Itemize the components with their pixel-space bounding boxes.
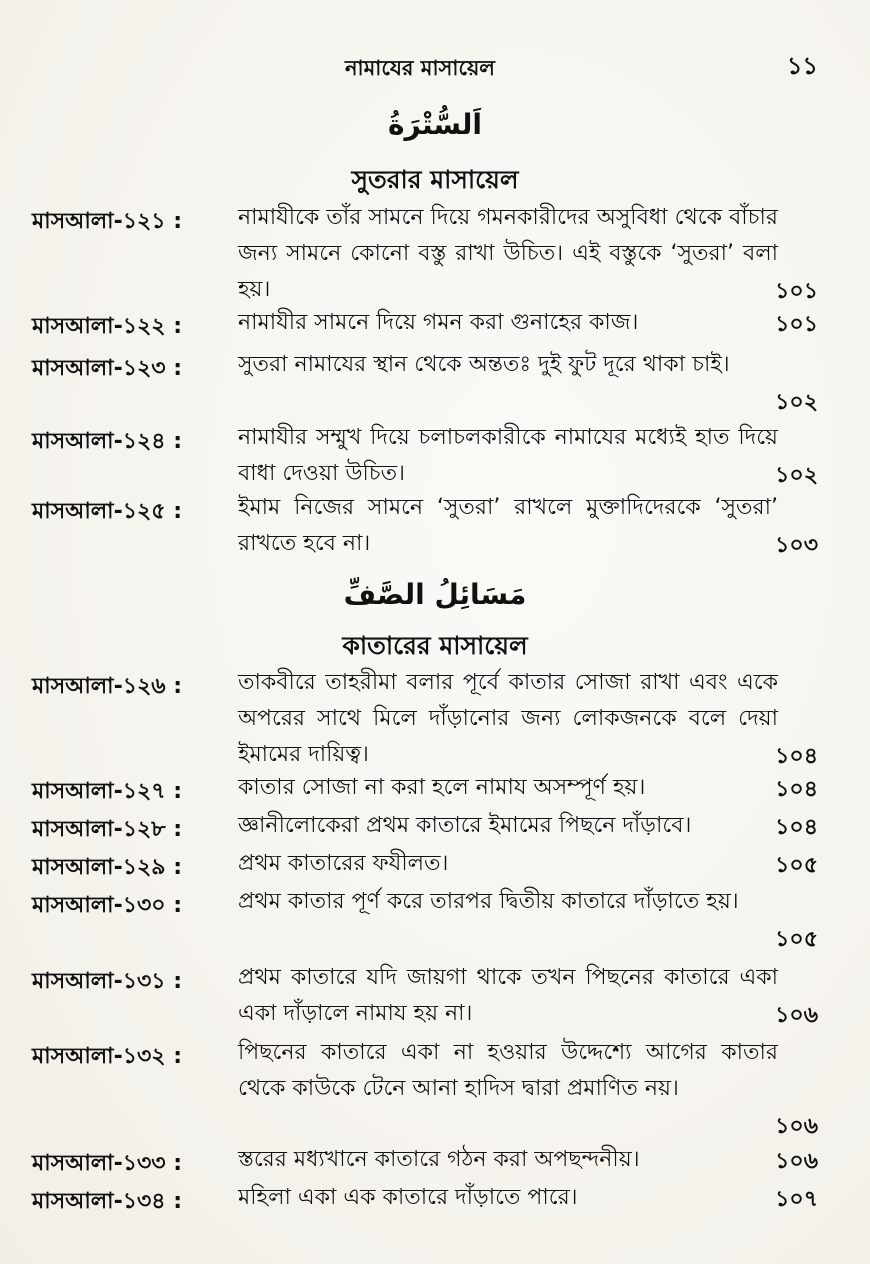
masala-label: মাসআলা-১২৬ : xyxy=(32,674,183,699)
page-ref: ১০২ xyxy=(775,463,818,488)
masala-text: কাতার সোজা না করা হলে নামায অসম্পূর্ণ হয়। xyxy=(238,775,646,800)
page-ref: ১০৪ xyxy=(775,777,818,802)
masala-label: মাসআলা-১২৪ : xyxy=(32,429,183,454)
page-ref: ১০৪ xyxy=(775,744,818,769)
masala-label: মাসআলা-১২১ : xyxy=(32,209,183,234)
masala-text: প্রথম কাতারের ফযীলত। xyxy=(238,851,449,876)
masala-text: পিছনের কাতারে একা না হওয়ার উদ্দেশ্যে আগের কাতার থেকে কাউকে টেনে আনা হাদিস দ্বারা প্রমাণিত নয়। xyxy=(238,1040,778,1101)
masala-text: স্তরের মধ্যখানে কাতারে গঠন করা অপছন্দনীয়। xyxy=(238,1147,640,1172)
masala-text: সুতরা নামাযের স্থান থেকে অন্ততঃ দুই ফুট দূরে থাকা চাই। xyxy=(238,352,730,377)
section-arabic-title: مَسَائِلُ الصَّفِّ xyxy=(343,578,527,611)
page-ref: ১০৬ xyxy=(775,1114,818,1139)
page-ref: ১০৫ xyxy=(775,927,818,952)
masala-label: মাসআলা-১৩৩ : xyxy=(32,1151,183,1176)
masala-text: নামাযীর সম্মুখ দিয়ে চলাচলকারীকে নামাযের মধ্যেই হাত দিয়ে বাধা দেওয়া উচিত। xyxy=(238,425,778,486)
masala-label: মাসআলা-১২৮ : xyxy=(32,817,183,842)
page-number: ১১ xyxy=(786,52,818,80)
masala-text: নামাযীকে তাঁর সামনে দিয়ে গমনকারীদের অসুবিধা থেকে বাঁচার জন্য সামনে কোনো বস্তু রাখা উচিত। এই বস্তুকে ‘সুতরা’ বলা হয়। xyxy=(238,205,778,302)
masala-text: জ্ঞানীলোকেরা প্রথম কাতারে ইমামের পিছনে দাঁড়াবে। xyxy=(238,813,692,838)
section-title: কাতারের মাসায়েল xyxy=(342,631,528,660)
masala-text: মহিলা একা এক কাতারে দাঁড়াতে পারে। xyxy=(238,1185,578,1210)
masala-text: নামাযীর সামনে দিয়ে গমন করা গুনাহের কাজ। xyxy=(238,310,639,335)
page-ref: ১০৫ xyxy=(775,853,818,878)
page-ref: ১০৬ xyxy=(775,1149,818,1174)
masala-label: মাসআলা-১২৩ : xyxy=(32,356,183,381)
masala-text: প্রথম কাতারে যদি জায়গা থাকে তখন পিছনের কাতারে একা একা দাঁড়ালে নামায হয় না। xyxy=(238,965,778,1026)
masala-label: মাসআলা-১২৭ : xyxy=(32,779,183,804)
section-arabic-title: اَلسُّتْرَةُ xyxy=(388,108,482,141)
masala-label: মাসআলা-১২২ : xyxy=(32,314,183,339)
masala-text: প্রথম কাতার পূর্ণ করে তারপর দ্বিতীয় কাতারে দাঁড়াতে হয়। xyxy=(238,889,739,914)
page-ref: ১০৬ xyxy=(775,1003,818,1028)
masala-label: মাসআলা-১৩১ : xyxy=(32,969,183,994)
section-title: সুতরার মাসায়েল xyxy=(351,165,519,194)
running-title: নামাযের মাসায়েল xyxy=(345,56,495,80)
page-ref: ১০১ xyxy=(775,312,818,337)
page-ref: ১০৩ xyxy=(775,533,818,558)
masala-text: তাকবীরে তাহরীমা বলার পূর্বে কাতার সোজা রাখা এবং একে অপরের সাথে মিলে দাঁড়ানোর জন্য লোকজনকে বলে দেয়া ইমামের দায়িত্ব। xyxy=(238,670,778,767)
masala-label: মাসআলা-১৩৪ : xyxy=(32,1189,183,1214)
masala-label: মাসআলা-১৩২ : xyxy=(32,1044,183,1069)
masala-text: ইমাম নিজের সামনে ‘সুতরা’ রাখলে মুক্তাদিদেরকে ‘সুতরা’ রাখতে হবে না। xyxy=(238,495,778,556)
page-ref: ১০৭ xyxy=(775,1187,818,1212)
masala-label: মাসআলা-১৩০ : xyxy=(32,893,183,918)
page-ref: ১০২ xyxy=(775,390,818,415)
page-ref: ১০১ xyxy=(775,279,818,304)
masala-label: মাসআলা-১২৯ : xyxy=(32,855,183,880)
page-ref: ১০৪ xyxy=(775,815,818,840)
masala-label: মাসআলা-১২৫ : xyxy=(32,499,183,524)
